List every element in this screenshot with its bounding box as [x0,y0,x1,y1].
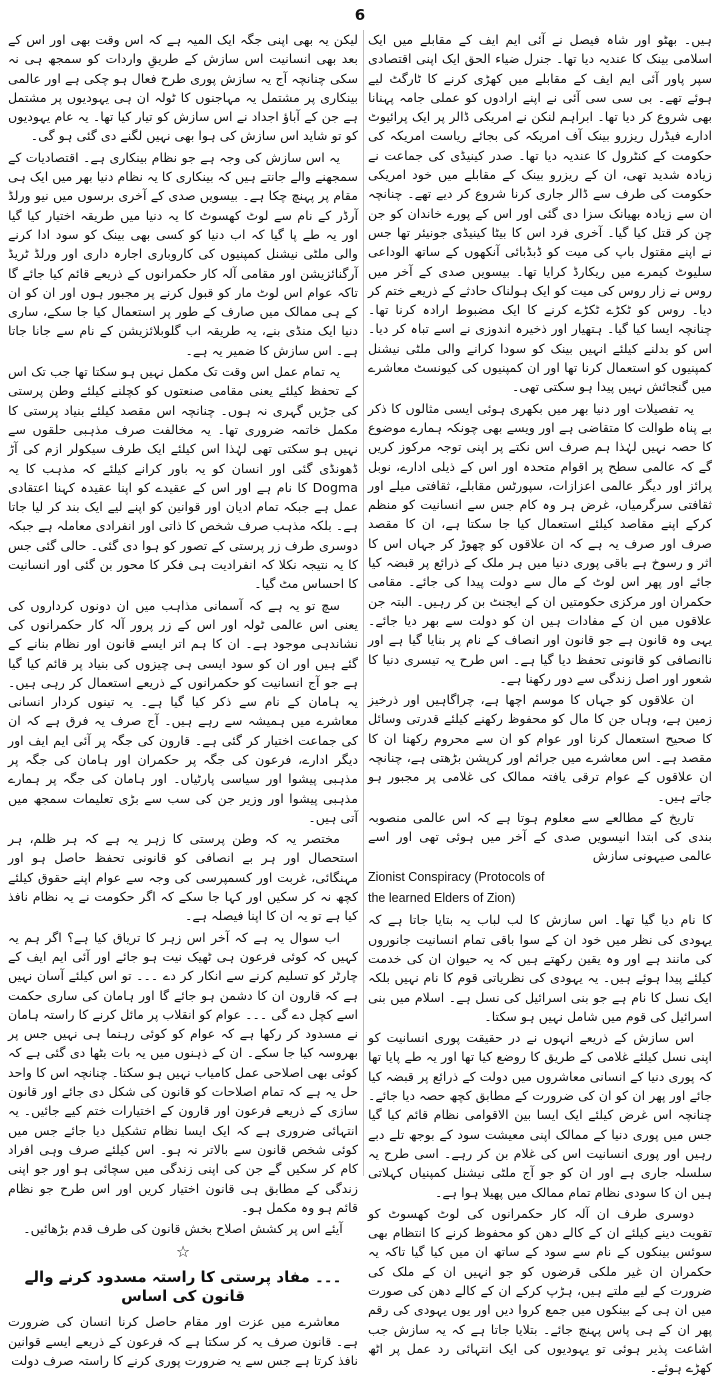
left-column [8,30,358,1368]
right-paragraph-5: اس سازش کے ذریعے انہوں نے در حقیقت پوری انسانیت کو اپنی نسل کیلئے غلامی کے طریق کا روضع کیا تھا اور یہ طے پایا تھا کہ پوری دنیا کے انسانی معاشروں میں دولت کے ذرائع پر قبضہ کیا جائے اور پھر ان کو ان کی ضرورت کے مطابق کچھ حصہ دیا جائے۔ چنانچہ اس غرض کیلئے ایک ایسا بین الاقوامی نظام قائم کیا گیا جس میں پوری دنیا کے ممالک اپنی معیشت سود کے بوجھ تلے دبے رہیں اور پوری انسانیت اس کی غلام بن کر رہے۔ اسی طرح یہ سلسلہ جاری ہے اور ان کو جو آج ملٹی نیشنل کمپنیاں کہلاتی ہیں ان کا سودی نظام تمام ممالک میں پھیلا ہوا ہے۔ [368,1030,712,1200]
left-paragraph-1: لیکن یہ بھی اپنی جگہ ایک المیہ ہے کہ اس وقت بھی اور اس کے بعد بھی انسانیت اس سازش کے طریقِ واردات کو سمجھ ہی نہ سکی چنانچہ آج یہ سازش پوری طرح فعال ہو چکی ہے اور عالمی بینکاری پر مشتمل یہ مہاجنوں کا ٹولہ ان ہی یہودیوں پر مشتمل ہے جن کے آباؤ اجداد نے اس سازش کو تیار کیا تھا۔ یہ عام یہودیوں کو تو شاید اس سازش کی ہوا بھی نہیں لگنے دی گئی ہو گی۔ [8,32,358,144]
right-paragraph-3: ان علاقوں کو جہاں کا موسم اچھا ہے، چراگاہیں اور ذرخیز زمین ہے، وہاں جن کا مال کو محفوظ رکھنے کیلئے قدرتی وسائل کا صحیح استعمال کرنا اور عوام کو ان سے محروم رکھنا ان کا مقصد ہے۔ اس معاشرے میں جرائم اور کرپشن بڑھتی ہے، چنانچہ ان علاقوں کے عوام ترقی یافتہ ممالک کی غلامی پر مجبور ہو جاتے ہیں۔ [368,692,712,804]
left-paragraph-3: یہ تمام عمل اس وقت تک مکمل نہیں ہو سکتا تھا جب تک اس کے تحفظ کیلئے یعنی مقامی صنعتوں کو کچلنے کیلئے وطن پرستی کی جڑیں گہری نہ ہوں۔ چنانچہ اس مقصد کیلئے بنیاد پرستی کا مکمل خاتمہ ضروری تھا۔ یہ مخالفت صرف مذہبی حلقوں سے نہیں ہو سکتی تھی لہٰذا اس کیلئے ایک طرف سیکولر ازم کی آڑ ڈھونڈی گئی اور انسان کو یہ باور کرانے کیلئے کہ مذہب کا یہ Dogma کا نام ہے اور اس کے عقیدے کو اپنا عقیدہ کہنا اعتقادی عمل ہے جبکہ تمام ادیان اور قوانین کو اپنے لیے ایک بند کر لیا جاتا ہے۔ بلکہ مذہب صرف شخص کا ذاتی اور انفرادی معاملہ ہے جبکہ دوسری طرف زر پرستی کے تصور کو ہوا دی گئی۔ حالی گئی جس کا یہ نتیجہ نکلا کہ انفرادیت ہی فکر کا محور بن گئی اور انسانیت کا احساس مٹ گیا۔ [8,364,358,592]
left-paragraph-4: سچ تو یہ ہے کہ آسمانی مذاہب میں ان دونوں کرداروں کی یعنی اس عالمی ٹولہ اور اس کے زر پرور آلہ کار حکمرانوں کی نشاندہی موجود ہے۔ ان کا ہم اتر ایسے قانون اور نظام بنانے کے گئے ہیں اور ان کو سود ایسی ہی چیزوں کی بنیاد پر قائم کیا گیا ہے جو آج انسانیت کو حکمرانوں کے ذریعے استعمال کر رہی ہیں۔ یہ ہامان کے نام سے ذکر کیا گیا ہے۔ یہ تینوں کردار انسانی معاشرے میں ہمیشہ سے رہے ہیں۔ آج صرف یہ فرق ہے کہ ان کی جماعت اختیار کر گئی ہے۔ قارون کی جگہ پر آئی ایم ایف اور دیگر ادارے، فرعون کی جگہ پر حکمران اور ہامان کی جگہ پر مذہبی پیشوا اور سیاسی پارٹیاں۔ اور ہامان کی جگہ پر ہمارے مذہبی پیشوا اور وزیر جن کی سب سے بڑی تعلیمات سمجھ میں آتی ہیں۔ [8,597,358,825]
left-paragraph-6: اب سوال یہ ہے کہ آخر اس زہر کا تریاق کیا ہے؟ اگر ہم یہ کہیں کہ کوئی فرعون ہی ٹھیک نیت ہو جائے اور آئی ایم ایف کے چارٹر کو تسلیم کرنے سے انکار کر دے ۔۔۔ تو اس کیلئے آسان نہیں ہے کہ قارون ان کا دشمن ہو جائے گا اور ہامان کی ساری حکمت اسے کچل دے گی ۔۔۔ عوام کو انقلاب پر مائل کرنے کا راستہ ہامان نے مسدود کر رکھا ہے کہ عوام کو کوئی رہنما ہی نہیں جس پر بھروسہ کیا جا سکے۔ ان کے ذہنوں میں یہ بات بٹھا دی گئی ہے کہ کوئی بھی اصلاحی عمل کامیاب نہیں ہو سکتا۔ چنانچہ اس کا واحد حل یہ ہے کہ تمام اصلاحات کو قانون کی شکل دی جائے اور قانون سازی کے ذریعے فرعون اور قارون کے اختیارات ختم کیے جائیں۔ یہ انتہائی ضروری ہے کہ ایک ایسا نظام تشکیل دیا جائے جس میں کوئی شخص قانون سے بالاتر نہ ہو۔ اس کیلئے صرف وہی افراد کام کر سکیں گے جن کی اپنی زندگی میں سچائی ہو اور جو اپنی زندگی کے مطابق ہی قانون اختیار کریں اور اس طرح جو نظام قائم ہو وہ مکمل ہو۔ [8,929,358,1215]
left-paragraph-2: یہ اس سازش کی وجہ ہے جو نظام بینکاری ہے۔ اقتصادیات کے سمجھنے والے جانتے ہیں کہ بینکاری کا یہ نظام دنیا بھر میں ایک ہی مقام پر پہنچ چکا ہے۔ بیسویں صدی کے آخری برسوں میں نیو ورلڈ آرڈر کے نام سے لوٹ کھسوٹ کا یہ دنیا میں طریقہ اختیار کیا گیا اور یہ طے پا گیا کہ اب دنیا کو کسی بھی بینک کو سود ادا کرنے والی ملٹی نیشنل کمپنیوں کی کاروباری اجارہ داری اور ورلڈ ٹریڈ آرگنائزیشن اور مقامی آلہ کار حکمرانوں کے ذریعے قائم کیا جائے گا تاکہ عوام اس لوٹ مار کو قبول کرنے پر مجبور ہوں اور ان کو ان کے ہی ممالک میں صارف کے طور پر استعمال کیا جا سکے، ساری دنیا ایک منڈی بنے، یہ طریقہ اب گلوبلائزیشن کے نام سے جانا جاتا ہے۔ اس سازش کا ضمیر یہ ہے۔ [8,149,358,358]
column-divider [363,30,364,1176]
right-column [368,30,712,1376]
right-paragraph-1: ہیں۔ بھٹو اور شاہ فیصل نے آئی ایم ایف کے مقابلے میں ایک اسلامی بینک کا عندیہ دیا تھا۔ جنرل ضیاء الحق ایک اپنی اقتصادی سپر پاور آئی ایم ایف کے مقابلے میں کھڑی کرنے کا ٹارگٹ لیے ہوئے تھے۔ بی سی سی آئی نے اپنے ارادوں کو عملی جامہ پہنانا بھی شروع کر دیا تھا۔ ابراہم لنکن نے امریکی ڈالر پر ایک پرائیوٹ ادارے فیڈرل ریزرو بینک آف امریکہ کی بجائے ریاست امریکہ کی حکومت کے کنٹرول کا عندیہ دیا تھا۔ صدر کینیڈی کی جماعت نے زیادہ شدید تھی، ان کے ریزرو بینک کے مقابلے میں خود امریکی حکومت کی طرف سے ڈالر جاری کرنا شروع کر دیے تھے۔ چنانچہ ان سے زیادہ بھیانک سزا دی گئی اور اس کے پورے خاندان کو جن چن کر قتل کیا گیا۔ آخری فرد اس کا بیٹا کینیڈی جونیئر تھا جس نے اپنے مقتول باپ کی میت کو ڈبڈبائی آنکھوں کے ساتھ الوداعی سلیوٹ کیمرے میں ریکارڈ کرایا تھا۔ بیسویں صدی کے آخر میں روس نے زار روس کی میت کو ایک ہولناک حادثے کے ذریعے ختم کر دیا۔ روس کو ٹکڑے ٹکڑے کرنے کا ایک مضبوط ارادہ کرنا تھا۔ چنانچہ ایسا کیا گیا۔ ہتھیار اور ذخیرہ اندوزی نے اسے تباہ کر دیا۔ اس کو بدلنے کیلئے انہیں بینک کو سودا کرانے والی ملٹی نیشنل کمپنیوں کو استعمال کرنا تھا اور ان کمپنیوں کی کیونسٹ معاشرے میں گنجائش نہیں پیدا ہو سکتی تھی۔ [368,32,712,395]
english-term-line-2: the learned Elders of Zion) [368,891,516,906]
closing-line: آیئے اس پر کشش اصلاح بخش قانون کی طرف قدم بڑھائیں۔ [23,1221,343,1237]
right-paragraph-2: یہ تفصیلات اور دنیا بھر میں بکھری ہوئی ایسی مثالوں کا ذکر بے پناہ طوالت کا متقاضی ہے اور ویسے بھی چونکہ ہمارے موضوع کا حصہ نہیں لہٰذا ہم صرف اس نکتے پر اپنی توجہ مرکوز کریں گے کہ عالمی سطح پر اقوام متحدہ اور اس کے ذیلی ادارے، نوبل پرائز اور دیگر عالمی اعزازات، سپورٹس مقابلے، ثقافتی میلے اور ثقافتی سرگرمیاں، غرض ہر وہ کام جس سے انسانیت کو منظم کرکے اپنے مقاصد کیلئے استعمال کیا جا سکتا ہے، ان کا مقصد صرف اور صرف یہ ہے کہ ان علاقوں کو چھوڑ کر جہاں اس کا اثر و رسوخ ہے باقی پوری دنیا میں ہر ملک کے ذرائع پر قبضہ کیا جائے اور پھر اس لوٹ کے مال سے دولت پیدا کی جائے۔ مقامی حکمران اور مرکزی حکومتیں ان کے ایجنٹ بن کر رہیں۔ البتہ جن علاقوں میں ان کے مفادات ہیں ان کو دولت سے بھر دیا جائے۔ یہی وہ قانون ہے جو قانون اور انصاف کے نام پر بنایا گیا ہے اور ناانصافی کو قانونی تحفظ دیا گیا ہے۔ اس طرح یہ تیسری دنیا کا شعور اور اصل زندگی سے دور رکھنا ہے۔ [368,400,712,686]
section-heading: ۔۔۔ مفاد پرستی کا راستہ مسدود کرنے والے قانون کی اساس [24,1267,342,1305]
right-paragraph-4 [368,808,712,866]
page-number: 6 [354,6,366,24]
left-paragraph-7: معاشرے میں عزت اور مقام حاصل کرنا انسان کی ضرورت ہے۔ قانون صرف یہ کر سکتا ہے کہ فرعون کے ذریعے ایسے قوانین نافذ کرتا ہے جس سے یہ ضرورت پوری کرنے کا راستہ صرف دولت [8,1314,358,1368]
right-paragraph-4-end: کا نام دیا گیا تھا۔ اس سازش کا لب لباب یہ بتایا جاتا ہے کہ یہودی کی نظر میں خود ان کے سوا باقی تمام انسانیت جانوروں کی مانند ہے اور وہ یقین رکھتے ہیں کہ یہ حیوان ان کی خدمت کیلئے پیدا ہوئے ہیں۔ یہ یہودی کی نظریاتی قوم کا نام نہیں بلکہ ایک نسل کا نام ہے جو بنی اسرائیل کی نسل ہے۔ اسلام میں بنی اسرائیل کی قوم میں شامل نہیں ہو سکتا۔ [368,912,712,1024]
left-paragraph-5: مختصر یہ کہ وطن پرستی کا زہر یہ ہے کہ ہر ظلم، ہر استحصال اور ہر بے انصافی کو قانونی تحفظ حاصل ہو اور مہنگائی، غربت اور کسمپرسی کی وجہ سے عوام اپنے حقوق کیلئے کچھ نہ کر سکیں اور کہا جا سکے کہ اگر حکومت نے یہ نظام نافذ کیا ہے تو یہ ان کا اپنا فیصلہ ہے۔ [8,831,358,924]
english-term-line-1: Zionist Conspiracy (Protocols of [368,869,545,884]
right-paragraph-6: دوسری طرف ان آلہ کار حکمرانوں کی لوٹ کھسوٹ کو تقویت دینے کیلئے ان کے کالے دھن کو محفوظ کرنے کا انتظام بھی سوئس بینکوں کے نام سے سود کے ساتھ ان میں کیا گیا تاکہ یہ حکمران ان غیر ملکی قرضوں کو جو انہیں ان کے ملک کی ضرورت کے لیے ملتے ہیں، ہڑپ کرکے ان کے کالے دھن کی صورت میں ان ہی کے بینکوں میں جمع کروا دیں اور یوں یہودی کی رقم پھر ان کے ہی پاس پہنچ جائے۔ بتلایا جاتا ہے کہ یہ سازش جب اشاعت پذیر ہوئی تو یہودیوں کی ایک انتہائی رد عمل پر اٹھ کھڑے ہوئے۔ [368,1205,712,1376]
right-paragraph-4-start: تاریخ کے مطالعے سے معلوم ہوتا ہے کہ اس عالمی منصوبہ بندی کی ابتدا انیسویں صدی کے آخر میں ہوئی تھی اور اسے عالمی صیہونی سازش [368,809,712,864]
star-icon: ☆ [175,1242,191,1262]
